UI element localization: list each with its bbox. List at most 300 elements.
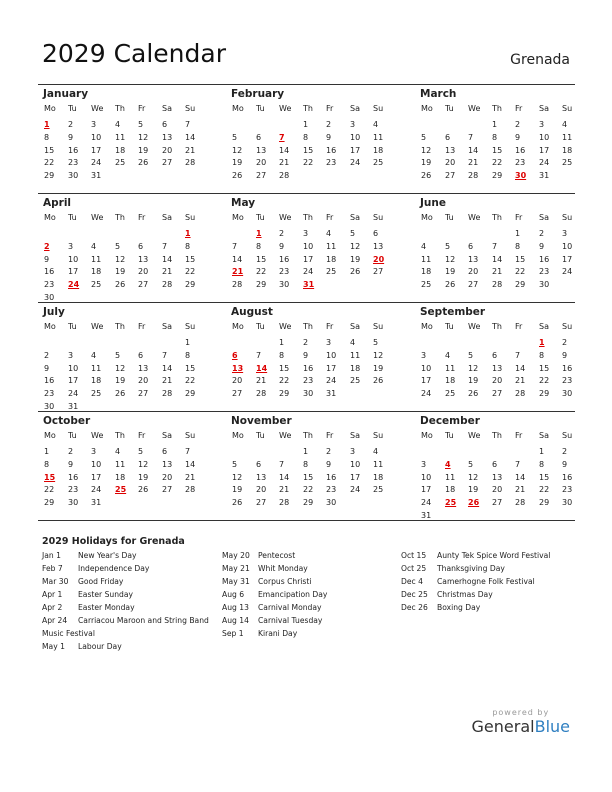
day-cell: 10 [539, 132, 550, 142]
day-cell: 15 [185, 363, 196, 373]
day-cell: 11 [115, 459, 126, 469]
month-name: September [420, 306, 486, 318]
weekday-label: Mo [44, 213, 56, 222]
weekday-label: Tu [68, 322, 77, 331]
day-cell: 4 [445, 350, 451, 360]
day-cell: 17 [68, 376, 79, 386]
weekday-label: Mo [232, 322, 244, 331]
holiday-date: Dec 26 [401, 603, 428, 612]
day-cell: 28 [162, 280, 173, 290]
day-cell: 21 [515, 376, 526, 386]
weekday-label: Th [303, 322, 313, 331]
day-cell: 17 [562, 254, 573, 264]
day-cell: 4 [115, 120, 121, 129]
day-cell: 20 [445, 158, 456, 168]
day-cell: 6 [492, 459, 498, 469]
day-cell: 5 [138, 120, 144, 129]
day-cell: 29 [44, 498, 55, 508]
day-cell: 28 [185, 158, 196, 168]
weekday-label: Fr [138, 431, 146, 440]
day-cell: 11 [373, 459, 384, 469]
holiday-date: Oct 15 [401, 551, 427, 560]
day-cell: 11 [421, 254, 432, 264]
day-cell: 23 [44, 280, 55, 290]
holiday-day-cell: 7 [279, 132, 285, 142]
weekday-label: We [279, 322, 292, 331]
day-cell: 5 [373, 338, 379, 347]
weekday-label: Mo [44, 322, 56, 331]
day-cell: 16 [326, 145, 337, 155]
weekday-label: Sa [350, 104, 360, 113]
day-cell: 24 [350, 485, 361, 495]
month-name: October [43, 415, 91, 427]
day-cell: 22 [539, 485, 550, 495]
month-name: April [43, 197, 72, 209]
weekday-label: Sa [162, 431, 172, 440]
day-cell: 12 [468, 363, 479, 373]
day-cell: 3 [539, 120, 545, 129]
holiday-day-cell: 25 [115, 485, 127, 495]
day-cell: 31 [539, 171, 550, 181]
month-name: May [231, 197, 256, 209]
weekday-label: Su [562, 213, 573, 222]
weekday-label: Sa [539, 431, 549, 440]
weekday-label: Sa [162, 104, 172, 113]
weekday-label: Th [492, 322, 502, 331]
day-cell: 8 [185, 350, 191, 360]
day-cell: 14 [185, 459, 196, 469]
weekday-label: Sa [539, 104, 549, 113]
day-cell: 29 [539, 389, 550, 399]
month-name: November [231, 415, 292, 427]
holiday-day-cell: 15 [44, 472, 56, 482]
day-cell: 27 [232, 389, 243, 399]
holiday-name: Independence Day [78, 564, 150, 573]
day-cell: 13 [492, 472, 503, 482]
day-cell: 16 [303, 363, 314, 373]
day-cell: 24 [421, 498, 432, 508]
day-cell: 8 [539, 350, 545, 360]
day-cell: 28 [232, 280, 243, 290]
day-cell: 31 [326, 389, 337, 399]
weekday-label: We [279, 431, 292, 440]
day-cell: 28 [279, 171, 290, 181]
day-cell: 22 [515, 267, 526, 277]
day-cell: 16 [515, 145, 526, 155]
holidays-heading: 2029 Holidays for Grenada [42, 536, 185, 547]
day-cell: 18 [445, 485, 456, 495]
holiday-date: Jan 1 [42, 551, 61, 560]
day-cell: 19 [421, 158, 432, 168]
day-cell: 12 [115, 363, 126, 373]
weekday-label: Tu [68, 431, 77, 440]
holiday-day-cell: 1 [44, 120, 50, 129]
day-cell: 16 [44, 267, 55, 277]
day-cell: 17 [326, 363, 337, 373]
day-cell: 29 [256, 280, 267, 290]
day-cell: 12 [115, 254, 126, 264]
day-cell: 24 [68, 389, 79, 399]
holiday-name: Good Friday [78, 577, 124, 586]
day-cell: 8 [44, 132, 50, 142]
day-cell: 15 [303, 472, 314, 482]
day-cell: 7 [185, 447, 191, 456]
day-cell: 13 [445, 145, 456, 155]
day-cell: 7 [162, 350, 168, 360]
holiday-name: Music Festival [42, 629, 95, 638]
day-cell: 8 [539, 459, 545, 469]
day-cell: 22 [492, 158, 503, 168]
day-cell: 29 [185, 280, 196, 290]
day-cell: 5 [445, 241, 451, 251]
weekday-label: Fr [515, 213, 523, 222]
day-cell: 13 [492, 363, 503, 373]
day-cell: 24 [91, 485, 102, 495]
day-cell: 17 [421, 376, 432, 386]
weekday-label: Th [303, 213, 313, 222]
holiday-name: Camerhogne Folk Festival [437, 577, 535, 586]
day-cell: 20 [138, 267, 149, 277]
holiday-name: Easter Sunday [78, 590, 134, 599]
day-cell: 18 [373, 472, 384, 482]
day-cell: 19 [373, 363, 384, 373]
day-cell: 31 [91, 171, 102, 181]
weekday-label: Th [492, 213, 502, 222]
day-cell: 1 [185, 338, 191, 347]
day-cell: 4 [562, 120, 568, 129]
quarter-row [38, 193, 575, 302]
quarter-row [38, 84, 575, 193]
weekday-label: Sa [350, 213, 360, 222]
day-cell: 25 [326, 267, 337, 277]
day-cell: 26 [115, 389, 126, 399]
day-cell: 29 [185, 389, 196, 399]
brand-logo [472, 708, 570, 736]
weekday-label: We [468, 104, 481, 113]
holiday-day-cell: 31 [303, 280, 315, 290]
weekday-label: Sa [162, 322, 172, 331]
day-cell: 3 [421, 459, 427, 469]
powered-by-text: powered by [492, 708, 550, 717]
day-cell: 9 [539, 241, 545, 251]
day-cell: 12 [373, 350, 384, 360]
day-cell: 14 [468, 145, 479, 155]
month-name: March [420, 88, 457, 100]
day-cell: 21 [162, 376, 173, 386]
day-cell: 6 [162, 120, 168, 129]
day-cell: 15 [185, 254, 196, 264]
day-cell: 16 [279, 254, 290, 264]
day-cell: 18 [445, 376, 456, 386]
day-cell: 4 [326, 229, 332, 238]
holiday-day-cell: 20 [373, 254, 385, 264]
day-cell: 28 [279, 498, 290, 508]
holiday-date: Aug 14 [222, 616, 249, 625]
day-cell: 12 [232, 145, 243, 155]
holiday-day-cell: 14 [256, 363, 268, 373]
day-cell: 31 [68, 402, 79, 411]
day-cell: 1 [279, 338, 285, 347]
day-cell: 19 [468, 376, 479, 386]
weekday-label: We [468, 322, 481, 331]
day-cell: 5 [232, 132, 238, 142]
brand-name-general: General [471, 717, 535, 736]
day-cell: 2 [326, 447, 332, 456]
day-cell: 15 [539, 472, 550, 482]
holiday-name: Boxing Day [437, 603, 481, 612]
day-cell: 7 [515, 350, 521, 360]
day-cell: 4 [373, 120, 379, 129]
day-cell: 23 [68, 485, 79, 495]
weekday-label: Sa [539, 213, 549, 222]
day-cell: 30 [303, 389, 314, 399]
day-cell: 24 [303, 267, 314, 277]
day-cell: 15 [515, 254, 526, 264]
day-cell: 25 [350, 376, 361, 386]
day-cell: 2 [68, 120, 74, 129]
month-name: February [231, 88, 285, 100]
day-cell: 27 [162, 485, 173, 495]
weekday-label: Su [562, 431, 573, 440]
day-cell: 5 [421, 132, 427, 142]
day-cell: 22 [279, 376, 290, 386]
day-cell: 14 [162, 363, 173, 373]
day-cell: 16 [44, 376, 55, 386]
weekday-label: Sa [539, 322, 549, 331]
day-cell: 14 [279, 472, 290, 482]
holiday-date: Aug 13 [222, 603, 249, 612]
day-cell: 17 [350, 472, 361, 482]
day-cell: 15 [44, 145, 55, 155]
day-cell: 21 [492, 267, 503, 277]
day-cell: 27 [492, 498, 503, 508]
day-cell: 29 [515, 280, 526, 290]
country-name: Grenada [510, 52, 570, 68]
weekday-label: Fr [515, 322, 523, 331]
day-cell: 26 [373, 376, 384, 386]
holiday-name: Easter Monday [78, 603, 135, 612]
day-cell: 10 [350, 459, 361, 469]
holiday-name: Carnival Tuesday [258, 616, 323, 625]
day-cell: 23 [515, 158, 526, 168]
day-cell: 9 [326, 459, 332, 469]
day-cell: 2 [279, 229, 285, 238]
day-cell: 7 [232, 241, 238, 251]
day-cell: 20 [492, 376, 503, 386]
holiday-day-cell: 6 [232, 350, 238, 360]
day-cell: 17 [350, 145, 361, 155]
weekday-label: We [91, 431, 104, 440]
day-cell: 14 [279, 145, 290, 155]
day-cell: 2 [539, 229, 545, 238]
day-cell: 5 [468, 459, 474, 469]
weekday-label: Fr [326, 322, 334, 331]
holiday-name: Kirani Day [258, 629, 298, 638]
day-cell: 14 [515, 363, 526, 373]
day-cell: 19 [350, 254, 361, 264]
day-cell: 25 [562, 158, 573, 168]
day-cell: 3 [91, 447, 97, 456]
day-cell: 14 [162, 254, 173, 264]
day-cell: 25 [91, 389, 102, 399]
day-cell: 8 [515, 241, 521, 251]
day-cell: 3 [350, 120, 356, 129]
weekday-label: Mo [44, 104, 56, 113]
day-cell: 26 [138, 158, 149, 168]
page-title: 2029 Calendar [42, 39, 226, 68]
weekday-label: Sa [350, 322, 360, 331]
holiday-name: Labour Day [78, 642, 122, 651]
day-cell: 27 [138, 389, 149, 399]
quarter-row [38, 302, 575, 411]
day-cell: 13 [138, 363, 149, 373]
weekday-label: Su [185, 213, 196, 222]
day-cell: 20 [256, 158, 267, 168]
day-cell: 30 [68, 171, 79, 181]
day-cell: 2 [303, 338, 309, 347]
holiday-date: May 31 [222, 577, 250, 586]
weekday-label: Tu [445, 104, 454, 113]
day-cell: 1 [303, 447, 309, 456]
weekday-label: Tu [68, 213, 77, 222]
day-cell: 28 [162, 389, 173, 399]
holiday-date: May 21 [222, 564, 250, 573]
day-cell: 29 [492, 171, 503, 181]
day-cell: 10 [421, 363, 432, 373]
day-cell: 29 [303, 498, 314, 508]
holiday-day-cell: 21 [232, 267, 244, 277]
day-cell: 2 [44, 350, 50, 360]
day-cell: 1 [44, 447, 50, 456]
day-cell: 21 [162, 267, 173, 277]
day-cell: 10 [350, 132, 361, 142]
day-cell: 3 [91, 120, 97, 129]
weekday-label: Fr [515, 431, 523, 440]
day-cell: 24 [350, 158, 361, 168]
holiday-day-cell: 2 [44, 241, 50, 251]
holiday-name: Aunty Tek Spice Word Festival [437, 551, 551, 560]
day-cell: 20 [492, 485, 503, 495]
day-cell: 30 [44, 402, 55, 411]
holiday-day-cell: 30 [515, 171, 527, 181]
holiday-date: Apr 2 [42, 603, 63, 612]
day-cell: 8 [303, 132, 309, 142]
day-cell: 13 [162, 459, 173, 469]
weekday-label: Fr [138, 104, 146, 113]
day-cell: 11 [91, 363, 102, 373]
weekday-label: Th [115, 213, 125, 222]
day-cell: 8 [185, 241, 191, 251]
day-cell: 23 [562, 376, 573, 386]
day-cell: 12 [138, 132, 149, 142]
day-cell: 5 [468, 350, 474, 360]
day-cell: 9 [44, 254, 50, 264]
day-cell: 27 [445, 171, 456, 181]
weekday-label: Th [115, 104, 125, 113]
day-cell: 7 [185, 120, 191, 129]
holiday-name: Christmas Day [437, 590, 493, 599]
day-cell: 14 [232, 254, 243, 264]
weekday-label: We [91, 213, 104, 222]
day-cell: 16 [326, 472, 337, 482]
holiday-date: Dec 25 [401, 590, 428, 599]
day-cell: 27 [162, 158, 173, 168]
day-cell: 1 [539, 447, 545, 456]
day-cell: 12 [421, 145, 432, 155]
day-cell: 22 [303, 158, 314, 168]
day-cell: 13 [468, 254, 479, 264]
holiday-date: May 20 [222, 551, 250, 560]
day-cell: 21 [279, 485, 290, 495]
holiday-day-cell: 24 [68, 280, 80, 290]
day-cell: 4 [115, 447, 121, 456]
holiday-day-cell: 1 [185, 229, 191, 238]
month-name: December [420, 415, 480, 427]
day-cell: 3 [68, 350, 74, 360]
day-cell: 25 [115, 158, 126, 168]
day-cell: 24 [421, 389, 432, 399]
day-cell: 17 [303, 254, 314, 264]
month-name: June [420, 197, 446, 209]
weekday-label: Mo [421, 213, 433, 222]
day-cell: 24 [326, 376, 337, 386]
holiday-date: May 1 [42, 642, 65, 651]
day-cell: 7 [468, 132, 474, 142]
day-cell: 13 [162, 132, 173, 142]
day-cell: 20 [162, 472, 173, 482]
weekday-label: Su [373, 213, 384, 222]
day-cell: 31 [91, 498, 102, 508]
brand-name-blue: Blue [534, 717, 570, 736]
day-cell: 11 [562, 132, 573, 142]
day-cell: 23 [303, 376, 314, 386]
day-cell: 23 [539, 267, 550, 277]
day-cell: 11 [115, 132, 126, 142]
holiday-name: New Year's Day [78, 551, 137, 560]
weekday-label: Su [185, 431, 196, 440]
day-cell: 10 [91, 132, 102, 142]
day-cell: 15 [279, 363, 290, 373]
day-cell: 12 [232, 472, 243, 482]
weekday-label: Mo [421, 431, 433, 440]
day-cell: 27 [468, 280, 479, 290]
holiday-name: Emancipation Day [258, 590, 328, 599]
day-cell: 22 [185, 376, 196, 386]
day-cell: 20 [468, 267, 479, 277]
weekday-label: Fr [138, 322, 146, 331]
day-cell: 10 [68, 254, 79, 264]
weekday-label: Fr [326, 431, 334, 440]
day-cell: 5 [138, 447, 144, 456]
day-cell: 6 [492, 350, 498, 360]
holiday-day-cell: 1 [539, 338, 545, 347]
holiday-day-cell: 26 [468, 498, 480, 508]
day-cell: 26 [115, 280, 126, 290]
day-cell: 29 [279, 389, 290, 399]
day-cell: 13 [373, 241, 384, 251]
day-cell: 17 [91, 472, 102, 482]
day-cell: 19 [138, 472, 149, 482]
holiday-name: Thanksgiving Day [437, 564, 505, 573]
day-cell: 6 [373, 229, 379, 238]
day-cell: 19 [115, 267, 126, 277]
weekday-label: Su [185, 104, 196, 113]
day-cell: 18 [115, 145, 126, 155]
quarter-row [38, 411, 575, 521]
day-cell: 11 [350, 350, 361, 360]
day-cell: 8 [492, 132, 498, 142]
day-cell: 23 [279, 267, 290, 277]
